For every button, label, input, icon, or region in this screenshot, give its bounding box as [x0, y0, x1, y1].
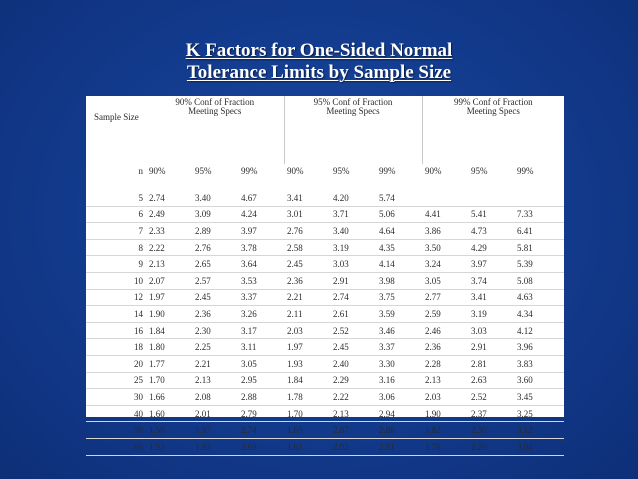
k-factor-cell: 2.08: [192, 389, 238, 406]
k-factor-cell: 2.76: [192, 239, 238, 256]
sample-size-cell: 6: [86, 206, 146, 223]
table-row: [86, 355, 564, 372]
k-factor-cell: 2.40: [330, 355, 376, 372]
k-factor-cell: 2.03: [284, 322, 330, 339]
k-factor-cell: 2.30: [468, 422, 514, 439]
k-factor-cell: 3.78: [238, 239, 284, 256]
k-factor-cell: 5.81: [514, 239, 564, 256]
k-factor-cell: 3.71: [330, 206, 376, 223]
k-factor-cell: 4.63: [514, 289, 564, 306]
k-factor-cell: 3.86: [422, 223, 468, 240]
table-row: [86, 405, 564, 422]
column-header-row: [86, 164, 564, 178]
k-factor-cell: 2.13: [330, 405, 376, 422]
k-factor-cell: 2.45: [330, 339, 376, 356]
k-factor-cell: 2.76: [284, 223, 330, 240]
k-factor-cell: 3.40: [192, 190, 238, 206]
k-factor-cell: 2.45: [284, 256, 330, 273]
spacer-row: [86, 178, 564, 190]
k-factor-cell: 5.06: [376, 206, 422, 223]
group-header-row: [86, 96, 564, 164]
k-factor-cell: 1.93: [192, 438, 238, 455]
k-factor-cell: 1.97: [284, 339, 330, 356]
k-factor-cell: 3.09: [192, 206, 238, 223]
k-factor-cell: 1.76: [422, 438, 468, 455]
k-factor-cell: 2.88: [238, 389, 284, 406]
k-factor-cell: 1.80: [146, 339, 192, 356]
sample-size-cell: 9: [86, 256, 146, 273]
table-row: [86, 223, 564, 240]
k-factor-cell: 2.13: [192, 372, 238, 389]
k-factor-cell: 2.13: [146, 256, 192, 273]
k-factor-cell: 1.78: [284, 389, 330, 406]
k-factor-cell: 1.77: [146, 355, 192, 372]
sample-size-cell: 10: [86, 272, 146, 289]
k-factor-cell: 3.74: [468, 272, 514, 289]
k-factor-cell: 3.19: [330, 239, 376, 256]
k-factor-cell: 2.65: [192, 256, 238, 273]
k-factor-cell: 3.75: [376, 289, 422, 306]
k-factor-cell: 2.58: [284, 239, 330, 256]
column-header: 90%: [149, 166, 166, 176]
k-factor-cell: 3.25: [514, 405, 564, 422]
k-factor-cell: 2.57: [192, 272, 238, 289]
title-line-2: Tolerance Limits by Sample Size: [186, 62, 452, 83]
sample-size-cell: 60: [86, 438, 146, 455]
k-factor-cell: 1.97: [192, 422, 238, 439]
k-factor-cell: 3.98: [376, 272, 422, 289]
sample-size-cell: 30: [86, 389, 146, 406]
k-factor-cell: 2.81: [468, 355, 514, 372]
column-header: 99%: [241, 166, 258, 176]
k-factor-cell: 2.29: [330, 372, 376, 389]
k-factor-cell: 5.39: [514, 256, 564, 273]
column-header: 95%: [471, 166, 488, 176]
table-row: [86, 372, 564, 389]
column-header: 95%: [195, 166, 212, 176]
k-factor-cell: 2.07: [330, 422, 376, 439]
table-row: [86, 206, 564, 223]
k-factor-cell: 3.97: [238, 223, 284, 240]
k-factor-cell: 5.41: [468, 206, 514, 223]
k-factor-cell: 2.33: [146, 223, 192, 240]
table-row: [86, 438, 564, 455]
group-header-90: [146, 96, 284, 164]
k-factor-cell: 4.64: [376, 223, 422, 240]
k-factor-cell: 1.53: [146, 438, 192, 455]
k-factor-cell: 3.19: [468, 306, 514, 323]
k-factor-cell: 2.37: [468, 405, 514, 422]
k-factor-cell: 2.36: [284, 272, 330, 289]
sample-size-cell: 25: [86, 372, 146, 389]
column-header: 90%: [425, 166, 442, 176]
k-factor-cell: 2.49: [146, 206, 192, 223]
group-header-95-line2: Meeting Specs: [326, 106, 380, 116]
group-header-90-line2: Meeting Specs: [188, 106, 242, 116]
sample-size-cell: 18: [86, 339, 146, 356]
sample-size-cell: 12: [86, 289, 146, 306]
k-factor-cell: 3.53: [238, 272, 284, 289]
k-factor-cell: 4.20: [330, 190, 376, 206]
k-factor-cell: 3.50: [422, 239, 468, 256]
k-factor-cell: 3.37: [238, 289, 284, 306]
k-factor-cell: 3.04: [514, 438, 564, 455]
slide-title: [0, 40, 638, 84]
column-header: 99%: [379, 166, 396, 176]
k-factor-cell: 3.12: [514, 422, 564, 439]
k-factor-cell: 3.16: [376, 372, 422, 389]
k-factor-cell: 3.96: [514, 339, 564, 356]
sample-size-cell: 14: [86, 306, 146, 323]
k-factor-cell: 2.20: [468, 438, 514, 455]
k-factor-cell: 2.74: [238, 422, 284, 439]
k-factor-cell: 2.77: [422, 289, 468, 306]
k-factor-cell: 2.46: [422, 322, 468, 339]
k-factor-cell: 4.41: [422, 206, 468, 223]
k-factor-cell: 1.97: [146, 289, 192, 306]
table-row: [86, 306, 564, 323]
group-header-90-line1: 90% Conf of Fraction: [175, 97, 255, 107]
k-factor-table: [86, 96, 564, 456]
k-factor-cell: 3.05: [238, 355, 284, 372]
sample-size-cell: 5: [86, 190, 146, 206]
k-factor-cell: 3.37: [376, 339, 422, 356]
k-factor-cell: 2.11: [284, 306, 330, 323]
k-factor-cell: 2.13: [422, 372, 468, 389]
k-factor-cell: 3.97: [468, 256, 514, 273]
k-factor-cell: 3.17: [238, 322, 284, 339]
table-row: [86, 389, 564, 406]
k-factor-cell: 1.60: [146, 405, 192, 422]
k-factor-cell: 4.73: [468, 223, 514, 240]
k-factor-cell: 2.52: [330, 322, 376, 339]
k-factor-cell: 2.21: [284, 289, 330, 306]
k-factor-cell: 1.82: [422, 422, 468, 439]
k-factor-cell: 2.94: [376, 405, 422, 422]
table-row: [86, 289, 564, 306]
k-factor-cell: 6.41: [514, 223, 564, 240]
k-factor-cell: 2.22: [146, 239, 192, 256]
k-factor-cell: 2.21: [192, 355, 238, 372]
k-factor-cell: 2.59: [422, 306, 468, 323]
k-factor-cell: 3.83: [514, 355, 564, 372]
sample-size-cell: 40: [86, 405, 146, 422]
k-factor-cell: 4.29: [468, 239, 514, 256]
table-row: [86, 239, 564, 256]
k-factor-cell: 2.74: [146, 190, 192, 206]
k-factor-cell: 2.36: [422, 339, 468, 356]
k-factor-cell: 2.89: [192, 223, 238, 240]
k-factor-cell: 2.81: [376, 438, 422, 455]
k-factor-cell: 3.11: [238, 339, 284, 356]
k-factor-cell: 3.46: [376, 322, 422, 339]
sample-size-cell: 20: [86, 355, 146, 372]
k-factor-cell: 3.45: [514, 389, 564, 406]
k-factor-cell: 2.02: [330, 438, 376, 455]
k-factor-cell: 2.91: [330, 272, 376, 289]
k-factor-cell: 3.64: [238, 256, 284, 273]
k-factor-cell: 2.52: [468, 389, 514, 406]
k-factor-cell: [422, 190, 468, 206]
k-factor-cell: 2.45: [192, 289, 238, 306]
k-factor-cell: 2.79: [238, 405, 284, 422]
k-factor-cell: 5.74: [376, 190, 422, 206]
k-factor-table-panel: [86, 96, 564, 452]
k-factor-cell: 2.22: [330, 389, 376, 406]
table-row: [86, 422, 564, 439]
k-factor-cell: [468, 190, 514, 206]
k-factor-cell: 4.12: [514, 322, 564, 339]
group-header-99: [422, 96, 564, 164]
k-factor-cell: 1.90: [146, 306, 192, 323]
k-factor-cell: 3.03: [330, 256, 376, 273]
k-factor-cell: 4.34: [514, 306, 564, 323]
k-factor-cell: 3.03: [468, 322, 514, 339]
group-header-95: [284, 96, 422, 164]
k-factor-cell: 2.61: [330, 306, 376, 323]
sample-size-label: Sample Size: [94, 112, 139, 122]
group-header-99-line2: Meeting Specs: [466, 106, 520, 116]
k-factor-cell: 3.40: [330, 223, 376, 240]
k-factor-cell: 2.95: [238, 372, 284, 389]
k-factor-cell: 1.65: [284, 422, 330, 439]
k-factor-cell: 1.84: [146, 322, 192, 339]
k-factor-cell: 7.33: [514, 206, 564, 223]
k-factor-cell: 1.66: [146, 389, 192, 406]
sample-size-cell: 7: [86, 223, 146, 240]
k-factor-cell: 1.70: [284, 405, 330, 422]
k-factor-cell: 3.01: [284, 206, 330, 223]
table-row: [86, 256, 564, 273]
k-factor-cell: 3.59: [376, 306, 422, 323]
group-header-99-line1: 99% Conf of Fraction: [453, 97, 533, 107]
k-factor-cell: 2.03: [422, 389, 468, 406]
k-factor-cell: 3.26: [238, 306, 284, 323]
title-line-1: K Factors for One-Sided Normal: [185, 40, 453, 61]
k-factor-cell: 2.36: [192, 306, 238, 323]
n-header: n: [138, 166, 143, 176]
k-factor-cell: 2.01: [192, 405, 238, 422]
k-factor-cell: 2.74: [330, 289, 376, 306]
k-factor-cell: 5.08: [514, 272, 564, 289]
k-factor-cell: 4.24: [238, 206, 284, 223]
k-factor-cell: 2.69: [238, 438, 284, 455]
table-row: [86, 272, 564, 289]
k-factor-cell: 1.70: [146, 372, 192, 389]
k-factor-cell: 3.41: [468, 289, 514, 306]
k-factor-cell: 1.84: [284, 372, 330, 389]
k-factor-cell: 3.60: [514, 372, 564, 389]
k-factor-cell: 2.91: [468, 339, 514, 356]
column-header: 95%: [333, 166, 350, 176]
k-factor-cell: 2.63: [468, 372, 514, 389]
k-factor-cell: 3.06: [376, 389, 422, 406]
column-header: 90%: [287, 166, 304, 176]
table-row: [86, 190, 564, 206]
sample-size-cell: 16: [86, 322, 146, 339]
k-factor-cell: [514, 190, 564, 206]
k-factor-cell: 3.41: [284, 190, 330, 206]
k-factor-cell: 4.14: [376, 256, 422, 273]
k-factor-cell: 1.61: [284, 438, 330, 455]
sample-size-cell: 50: [86, 422, 146, 439]
k-factor-cell: 2.25: [192, 339, 238, 356]
k-factor-cell: 1.90: [422, 405, 468, 422]
table-row: [86, 339, 564, 356]
k-factor-cell: 2.28: [422, 355, 468, 372]
k-factor-cell: 3.30: [376, 355, 422, 372]
group-header-95-line1: 95% Conf of Fraction: [313, 97, 393, 107]
table-row: [86, 322, 564, 339]
k-factor-cell: 3.05: [422, 272, 468, 289]
k-factor-cell: 1.56: [146, 422, 192, 439]
k-factor-cell: 1.93: [284, 355, 330, 372]
k-factor-cell: 4.67: [238, 190, 284, 206]
k-factor-cell: 2.30: [192, 322, 238, 339]
column-header: 99%: [517, 166, 534, 176]
k-factor-cell: 2.07: [146, 272, 192, 289]
k-factor-cell: 2.86: [376, 422, 422, 439]
sample-size-cell: 8: [86, 239, 146, 256]
k-factor-cell: 3.24: [422, 256, 468, 273]
k-factor-cell: 4.35: [376, 239, 422, 256]
